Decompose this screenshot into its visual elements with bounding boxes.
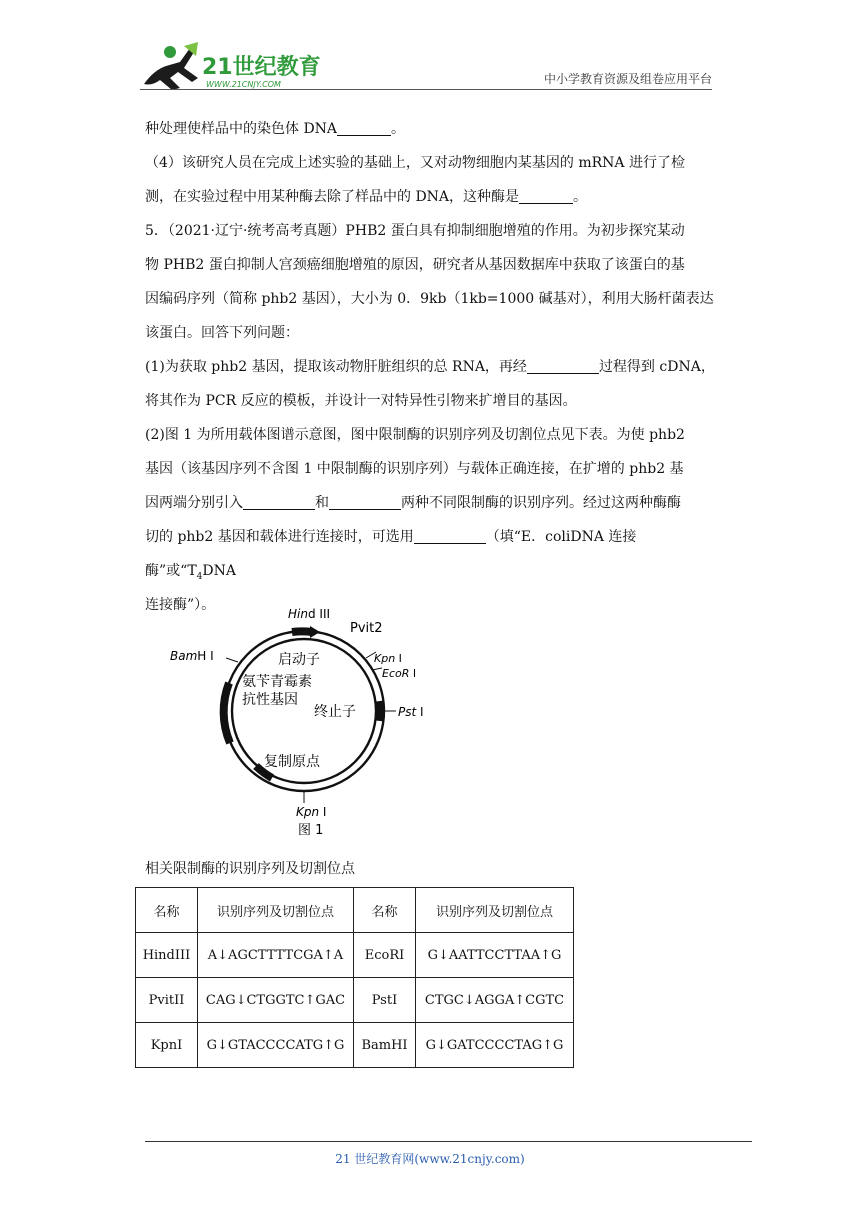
plasmid-map-figure: [160, 598, 440, 843]
table-cell: BamHI: [354, 1023, 416, 1068]
answer-blank: [329, 491, 401, 510]
table-header-cell: 识别序列及切割位点: [198, 888, 354, 933]
table-cell: CAG↓CTGGTC↑GAC: [198, 978, 354, 1023]
text-line: (2)图 1 为所用载体图谱示意图，图中限制酶的识别序列及切割位点见下表。为使 phb2: [145, 427, 685, 443]
table-cell: PvitII: [136, 978, 198, 1023]
promoter-segment: [292, 631, 312, 632]
platform-name: 中小学教育资源及组卷应用平台: [543, 72, 712, 86]
text-line: 因两端分别引入 和 两种不同限制酶的识别序列。经过这两种酶酶: [145, 486, 715, 520]
table-row: [136, 1023, 574, 1068]
table-cell: G↓GTACCCCATG↑G: [198, 1023, 354, 1068]
table-header-row: [136, 888, 574, 933]
enzyme-table: [135, 887, 574, 1068]
table-cell: HindIII: [136, 933, 198, 978]
table-cell: G↓GATCCCCTAG↑G: [416, 1023, 574, 1068]
hindiii-label: Hind III: [288, 607, 331, 621]
site-logo: [140, 40, 330, 92]
footer-link[interactable]: 21 世纪教育网(www.21cnjy.com): [335, 1152, 525, 1166]
promoter-arrow: [310, 626, 320, 638]
page-header: [140, 40, 712, 92]
amp-label-line1: 氨苄青霉素: [242, 674, 312, 690]
promoter-label: 启动子: [278, 652, 320, 668]
table-cell: A↓AGCTTTTCGA↑A: [198, 933, 354, 978]
text-line: 5．（2021·辽宁·统考高考真题）PHB2 蛋白具有抑制细胞增殖的作用。为初步探究某动: [145, 223, 685, 239]
table-cell: KpnI: [136, 1023, 198, 1068]
table-row: [136, 933, 574, 978]
answer-blank: [414, 525, 486, 544]
bamhi-label: BamH I: [170, 649, 214, 663]
text-line: 测，在实验过程中用某种酶去除了样品中的 DNA，这种酶是 。: [145, 180, 715, 214]
logo-text: 21世纪教育: [202, 55, 321, 80]
kpni-bottom-label: Kpn I: [296, 805, 327, 819]
question-content: [145, 112, 715, 622]
text-line: 种处理使样品中的染色体 DNA 。: [145, 112, 715, 146]
table-cell: G↓AATTCCTTAA↑G: [416, 933, 574, 978]
table-cell: EcoRI: [354, 933, 416, 978]
amp-label-line2: 抗性基因: [242, 692, 298, 708]
answer-blank: [519, 185, 573, 204]
table-header-cell: 识别序列及切割位点: [416, 888, 574, 933]
figure-caption: 图 1: [298, 823, 324, 838]
kpni-top-label: Kpn I: [374, 652, 402, 665]
table-header-cell: 名称: [354, 888, 416, 933]
runner-icon: [144, 42, 198, 90]
answer-blank: [243, 491, 315, 510]
pvit2-label: Pvit2: [350, 621, 383, 636]
text-line: （4）该研究人员在完成上述实验的基础上，又对动物细胞内某基因的 mRNA 进行了检: [145, 155, 685, 171]
terminator-segment: [380, 701, 381, 721]
text-line: 物 PHB2 蛋白抑制人宫颈癌细胞增殖的原因，研究者从基因数据库中获取了该蛋白的基: [145, 257, 685, 273]
table-cell: PstI: [354, 978, 416, 1023]
text-line: 因编码序列（简称 phb2 基因），大小为 0．9kb（1kb=1000 碱基对），利用大肠杆菌表达: [145, 291, 714, 307]
ori-label: 复制原点: [264, 754, 320, 770]
text-line: 切的 phb2 基因和载体进行连接时，可选用 （填“E．coliDNA 连接酶”或“$T_4DNA$: [145, 520, 715, 588]
text-line: 该蛋白。回答下列问题：: [145, 325, 299, 341]
answer-blank: [527, 355, 599, 374]
footer-divider: [145, 1141, 752, 1142]
table-cell: CTGC↓AGGA↑CGTC: [416, 978, 574, 1023]
text-line: 连接酶”）。: [145, 597, 216, 613]
table-caption: 相关限制酶的识别序列及切割位点: [145, 861, 355, 877]
text-line: 将其作为 PCR 反应的模板，并设计一对特异性引物来扩增目的基因。: [145, 393, 577, 409]
amp-gene-segment: [224, 683, 230, 743]
psti-label: Pst I: [398, 705, 424, 719]
table-row: [136, 978, 574, 1023]
answer-blank: [337, 117, 391, 136]
header-divider: [140, 89, 712, 90]
table-header-cell: 名称: [136, 888, 198, 933]
ecori-label: EcoR I: [382, 667, 417, 680]
logo-url: WWW.21CNJY.COM: [206, 80, 281, 89]
text-line: 基因（该基因序列不含图 1 中限制酶的识别序列）与载体正确连接，在扩增的 phb2 基: [145, 461, 684, 477]
terminator-label: 终止子: [314, 704, 356, 720]
text-line: (1)为获取 phb2 基因，提取该动物肝脏组织的总 RNA，再经 过程得到 cDNA，: [145, 350, 715, 384]
